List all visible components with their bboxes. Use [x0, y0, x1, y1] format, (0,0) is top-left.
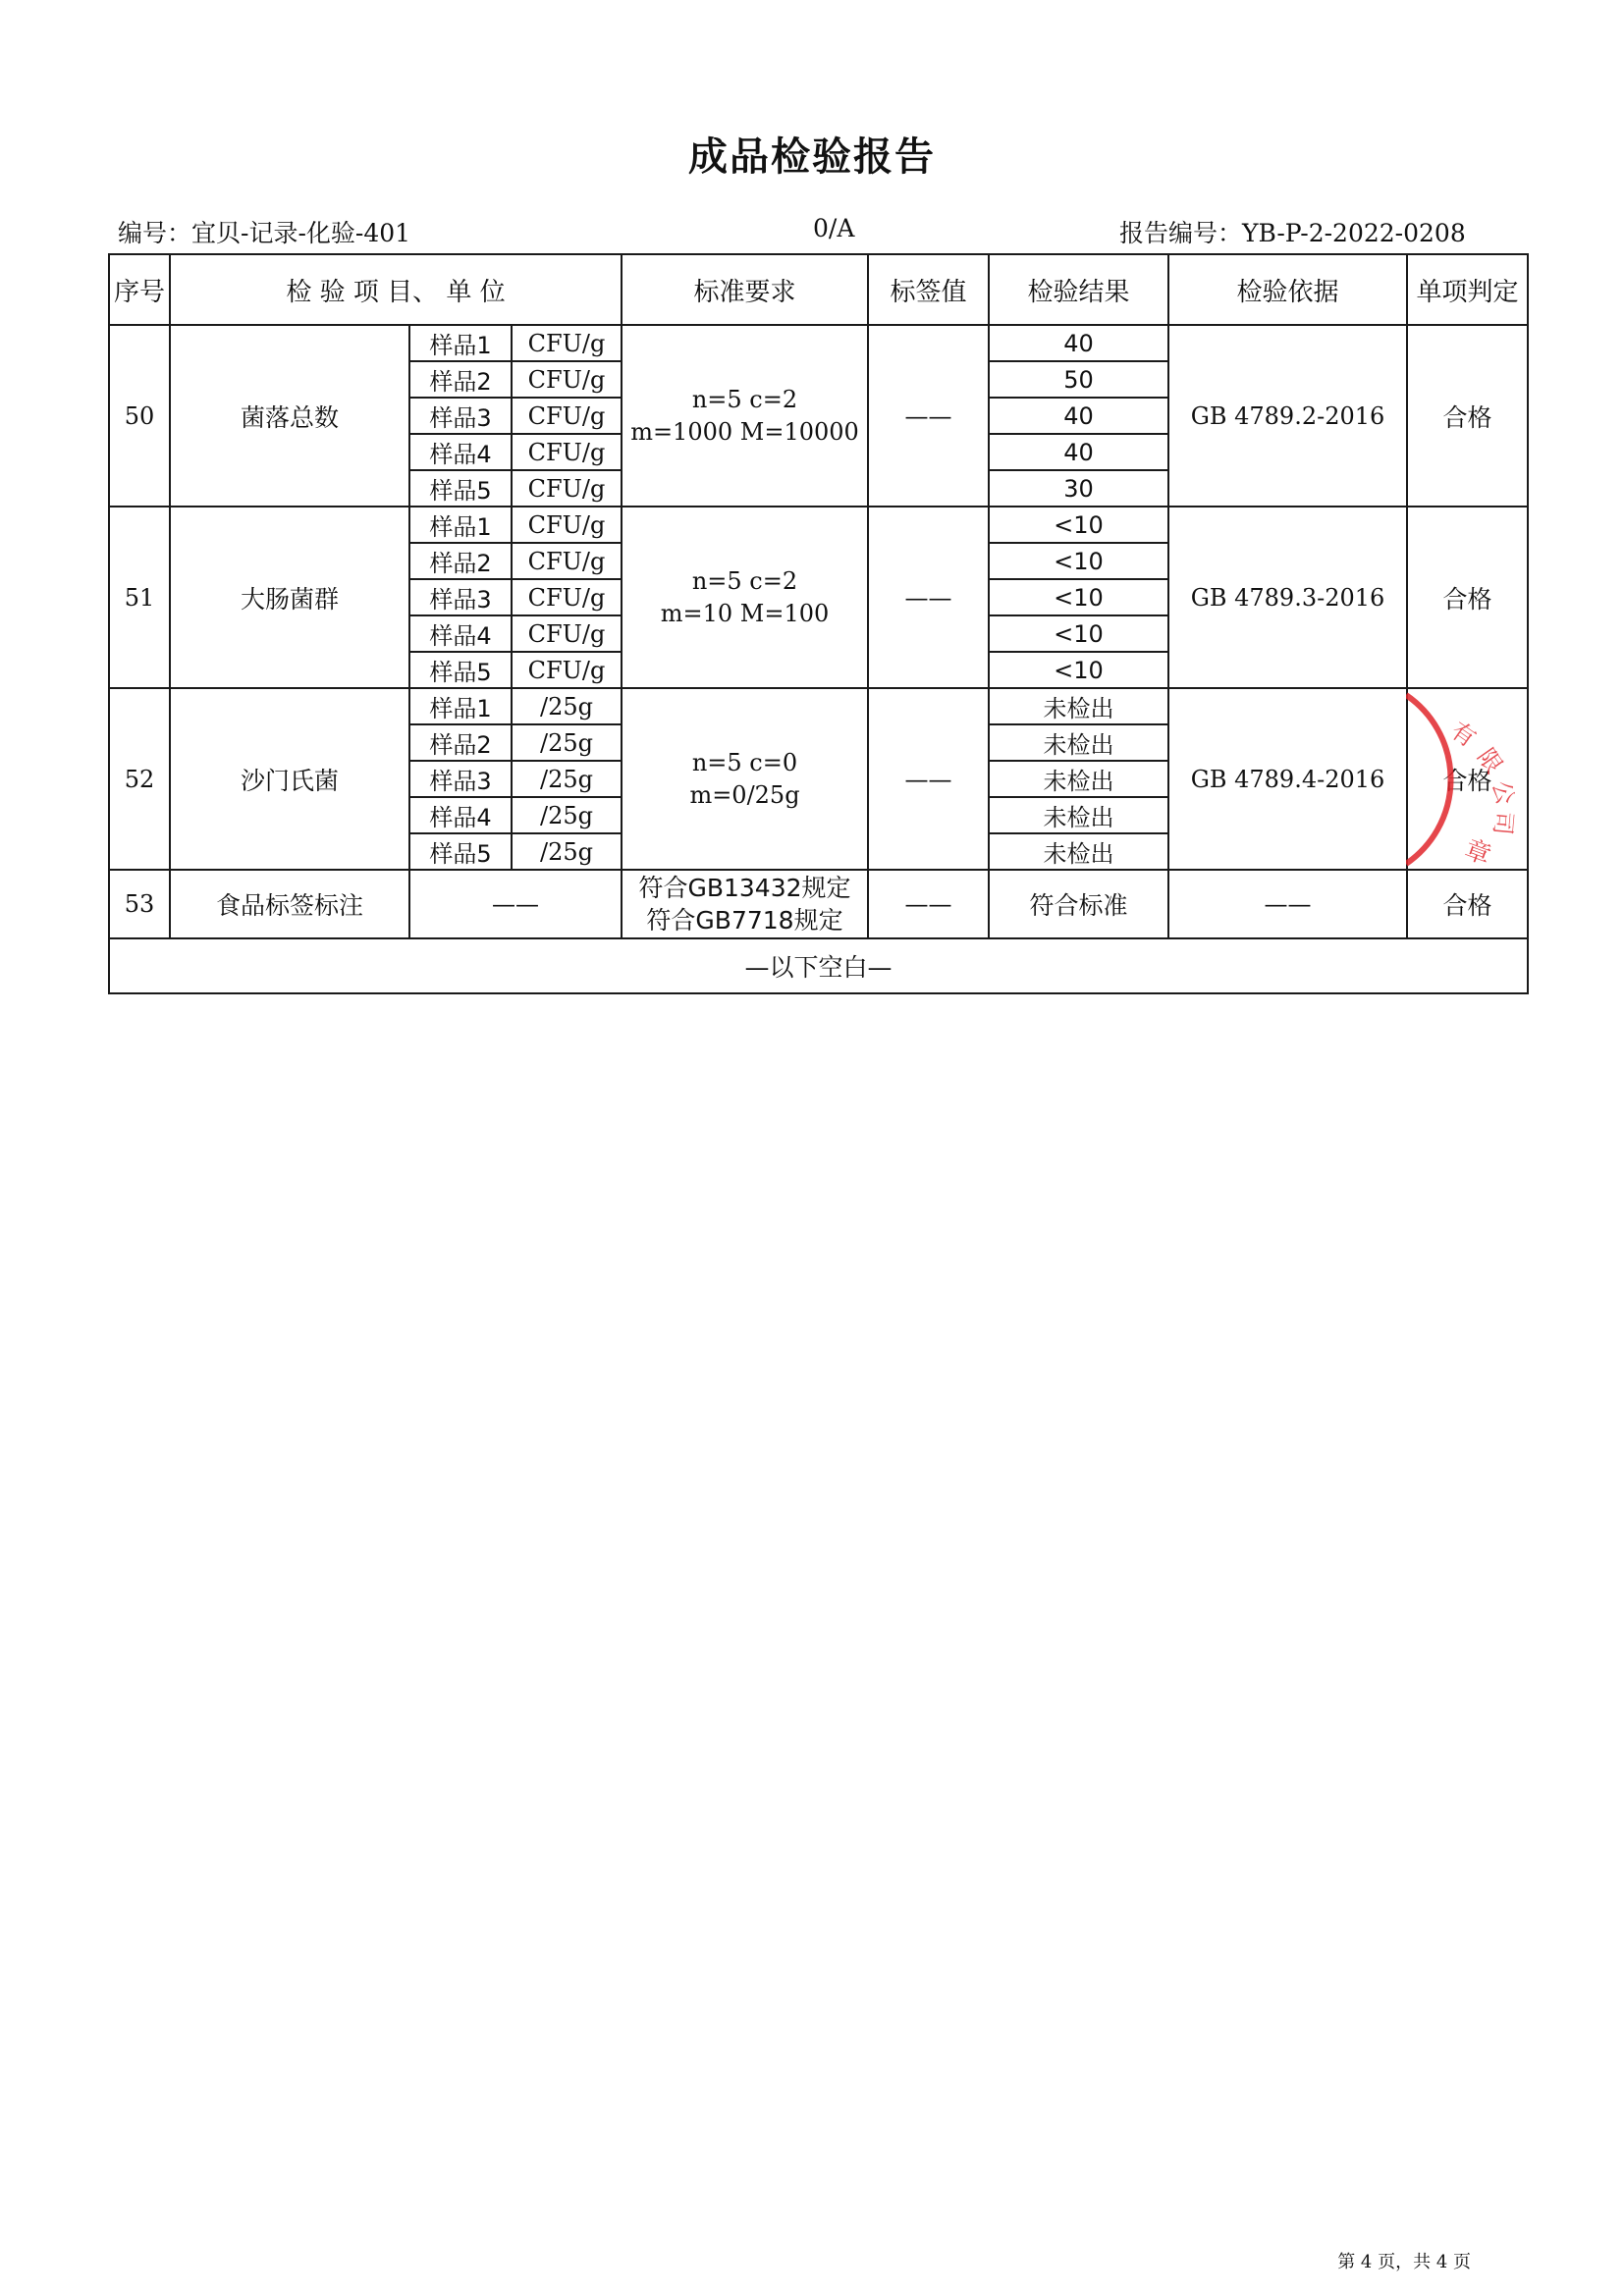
- result-value: <10: [989, 652, 1168, 688]
- label-value: ——: [868, 688, 989, 870]
- sample-label: 样品2: [409, 724, 512, 761]
- row53-item-value: ——: [409, 870, 622, 938]
- sample-label: 样品5: [409, 652, 512, 688]
- sample-label: 样品2: [409, 543, 512, 579]
- report-number: 报告编号：YB-P-2-2022-0208: [1119, 219, 1466, 247]
- standard-requirement: [622, 325, 868, 507]
- sample-label: 样品4: [409, 434, 512, 470]
- seq-cell: 51: [109, 507, 170, 688]
- table-row: [109, 325, 1528, 361]
- sample-label: 样品3: [409, 579, 512, 615]
- basis-standard: GB 4789.2-2016: [1168, 325, 1407, 507]
- sample-label: 样品1: [409, 688, 512, 724]
- header-result: 检验结果: [989, 254, 1168, 325]
- result-value: 未检出: [989, 833, 1168, 870]
- sample-unit: /25g: [512, 833, 622, 870]
- sample-unit: /25g: [512, 688, 622, 724]
- svg-text:公: 公: [1487, 777, 1520, 808]
- sample-label: 样品2: [409, 361, 512, 398]
- standard-line1: n=5 c=2: [691, 566, 798, 595]
- svg-text:限: 限: [1472, 743, 1508, 779]
- seq-cell: 50: [109, 325, 170, 507]
- label-value: ——: [868, 325, 989, 507]
- table-row: [109, 507, 1528, 543]
- judgment-value: 合格: [1407, 688, 1528, 870]
- sample-label: 样品1: [409, 507, 512, 543]
- standard-requirement: [622, 507, 868, 688]
- result-value: 未检出: [989, 797, 1168, 833]
- sample-label: 样品4: [409, 615, 512, 652]
- sample-label: 样品1: [409, 325, 512, 361]
- judgment-value: 合格: [1407, 325, 1528, 507]
- result-value: <10: [989, 507, 1168, 543]
- standard-line2: m=10 M=100: [660, 599, 830, 627]
- header-seq: 序号: [109, 254, 170, 325]
- result-value: 未检出: [989, 688, 1168, 724]
- row53-basis: ——: [1168, 870, 1407, 938]
- header-judgment: 单项判定: [1407, 254, 1528, 325]
- result-value: 50: [989, 361, 1168, 398]
- row53-standard-line1: 符合GB13432规定: [638, 874, 851, 902]
- header-basis: 检验依据: [1168, 254, 1407, 325]
- row53-standard-line2: 符合GB7718规定: [646, 906, 843, 934]
- revision-code: 0/A: [813, 214, 855, 242]
- sample-unit: /25g: [512, 724, 622, 761]
- basis-standard: GB 4789.3-2016: [1168, 507, 1407, 688]
- blank-note: —以下空白—: [109, 938, 1528, 993]
- table-row: [109, 688, 1528, 724]
- svg-text:司: 司: [1488, 810, 1518, 836]
- sample-unit: /25g: [512, 797, 622, 833]
- result-value: <10: [989, 615, 1168, 652]
- sample-unit: CFU/g: [512, 652, 622, 688]
- sample-label: 样品3: [409, 761, 512, 797]
- sample-unit: /25g: [512, 761, 622, 797]
- sample-label: 样品5: [409, 470, 512, 507]
- standard-line2: m=1000 M=10000: [630, 417, 859, 446]
- table-body: [109, 325, 1528, 993]
- blank-row: [109, 938, 1528, 993]
- sample-unit: CFU/g: [512, 579, 622, 615]
- sample-unit: CFU/g: [512, 398, 622, 434]
- sample-unit: CFU/g: [512, 507, 622, 543]
- header-label-value: 标签值: [868, 254, 989, 325]
- basis-standard: GB 4789.4-2016: [1168, 688, 1407, 870]
- table-row: [109, 870, 1528, 938]
- sample-unit: CFU/g: [512, 615, 622, 652]
- standard-requirement: [622, 688, 868, 870]
- sample-unit: CFU/g: [512, 434, 622, 470]
- seq-cell: 52: [109, 688, 170, 870]
- row53-standard: [622, 870, 868, 938]
- result-value: 40: [989, 398, 1168, 434]
- result-value: <10: [989, 543, 1168, 579]
- record-number: 编号：宜贝-记录-化验-401: [118, 219, 411, 247]
- result-value: 30: [989, 470, 1168, 507]
- inspection-table: [108, 253, 1529, 994]
- judgment-value: 合格: [1407, 507, 1528, 688]
- sample-label: 样品4: [409, 797, 512, 833]
- row53-seq: 53: [109, 870, 170, 938]
- standard-line1: n=5 c=2: [691, 385, 798, 413]
- result-value: 未检出: [989, 761, 1168, 797]
- svg-text:有: 有: [1445, 716, 1482, 753]
- result-value: <10: [989, 579, 1168, 615]
- sample-unit: CFU/g: [512, 543, 622, 579]
- label-value: ——: [868, 507, 989, 688]
- result-value: 40: [989, 325, 1168, 361]
- item-name: 沙门氏菌: [170, 688, 409, 870]
- row53-item-name: 食品标签标注: [170, 870, 409, 938]
- sample-unit: CFU/g: [512, 470, 622, 507]
- standard-line2: m=0/25g: [689, 780, 800, 809]
- page-footer: 第 4 页，共 4 页: [1337, 2252, 1471, 2272]
- result-value: 未检出: [989, 724, 1168, 761]
- header-item: 检 验 项 目、 单 位: [170, 254, 622, 325]
- header-standard: 标准要求: [622, 254, 868, 325]
- item-name: 菌落总数: [170, 325, 409, 507]
- standard-line1: n=5 c=0: [691, 748, 798, 776]
- header-row: [109, 254, 1528, 325]
- svg-text:章: 章: [1460, 834, 1495, 872]
- result-value: 40: [989, 434, 1168, 470]
- row53-judgment: 合格: [1407, 870, 1528, 938]
- sample-unit: CFU/g: [512, 361, 622, 398]
- row53-label-value: ——: [868, 870, 989, 938]
- item-name: 大肠菌群: [170, 507, 409, 688]
- sample-label: 样品5: [409, 833, 512, 870]
- sample-unit: CFU/g: [512, 325, 622, 361]
- sample-label: 样品3: [409, 398, 512, 434]
- row53-result: 符合标准: [989, 870, 1168, 938]
- report-title: 成品检验报告: [688, 134, 936, 180]
